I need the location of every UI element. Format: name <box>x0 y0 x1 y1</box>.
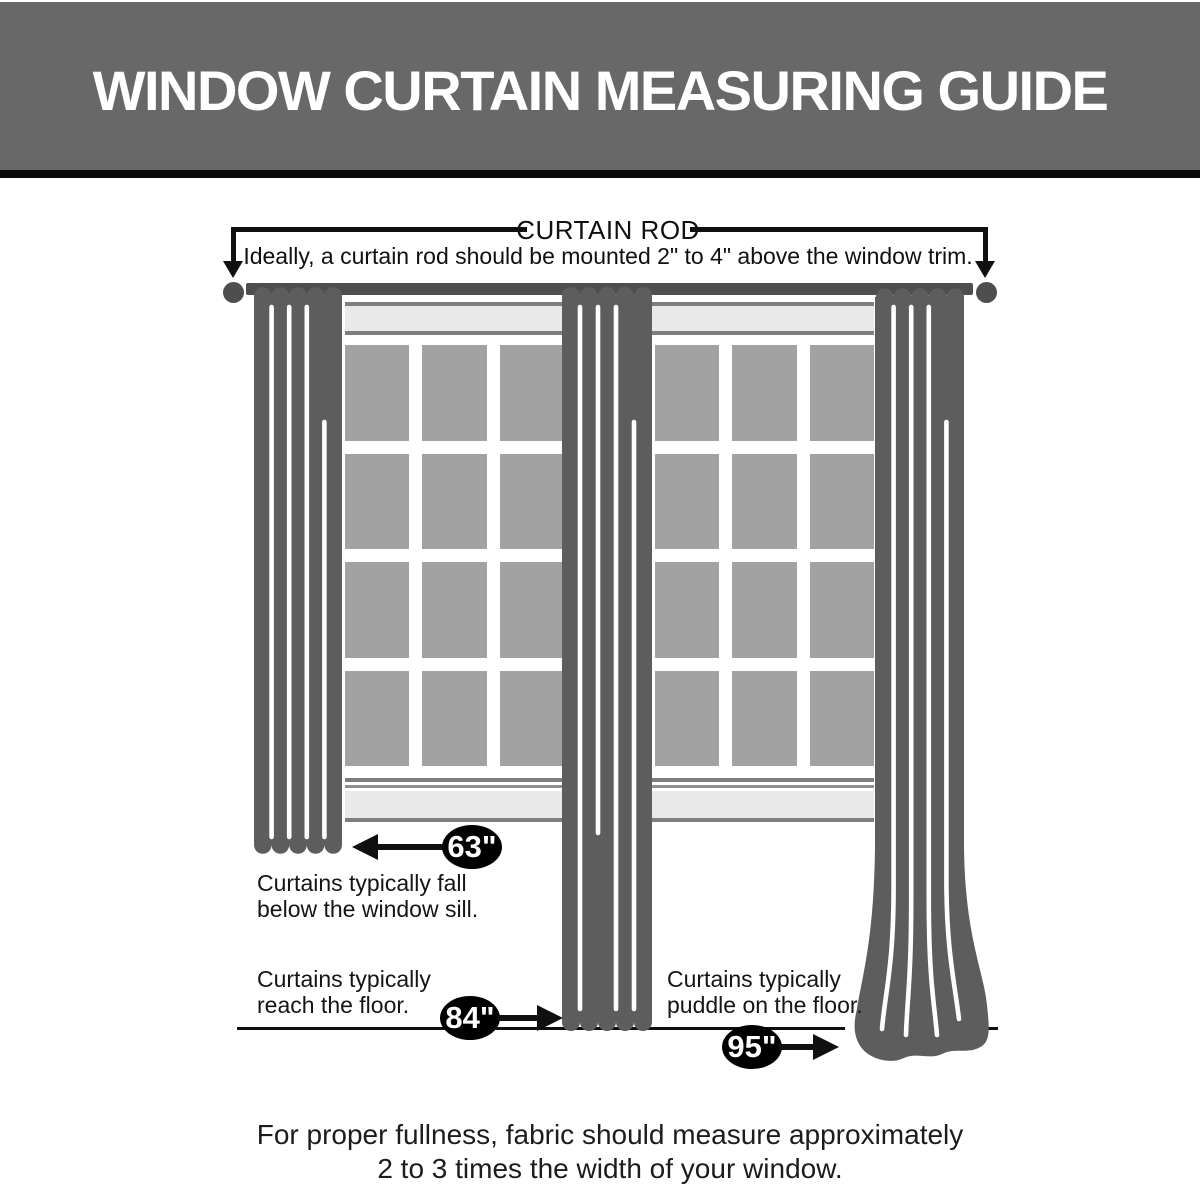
window-pane <box>500 454 564 550</box>
arrow-shaft-63 <box>376 844 444 850</box>
footer-line2: 2 to 3 times the width of your window. <box>377 1153 843 1184</box>
note-puddle-floor <box>667 966 863 1018</box>
arrow-right-icon-95 <box>813 1034 839 1060</box>
arrow-right-icon-84 <box>537 1005 563 1031</box>
window-pane <box>732 345 796 441</box>
note-reach-floor-line2: reach the floor. <box>257 992 410 1018</box>
window-pane <box>345 562 409 658</box>
window-pane <box>500 671 564 767</box>
footer-line1: For proper fullness, fabric should measure approximately <box>256 1119 964 1150</box>
window-pane <box>732 562 796 658</box>
window-pane <box>655 671 719 767</box>
window-pane <box>500 562 564 658</box>
measurement-badge-63: 63" <box>442 825 502 869</box>
arrow-shaft-84 <box>497 1015 541 1021</box>
window-pane <box>422 562 486 658</box>
window-pane <box>345 671 409 767</box>
curtain-rod-description: Ideally, a curtain rod should be mounted 2" to 4" above the window trim. <box>243 243 973 269</box>
window-pane <box>422 345 486 441</box>
note-reach-floor <box>257 966 431 1018</box>
note-below-sill-line1: Curtains typically fall <box>257 870 467 896</box>
header-banner <box>0 2 1200 170</box>
curtain-rod-label: CURTAIN ROD <box>516 215 700 245</box>
window-pane <box>345 454 409 550</box>
measurement-badge-84: 84" <box>440 996 500 1040</box>
curtain-panel-right <box>850 287 990 1069</box>
window-pane <box>655 454 719 550</box>
note-puddle-floor-line2: puddle on the floor. <box>667 992 863 1018</box>
window-pane <box>422 454 486 550</box>
footer-note <box>20 1118 1200 1186</box>
window-pane <box>732 454 796 550</box>
note-reach-floor-line1: Curtains typically <box>257 966 431 992</box>
arrow-left-icon-63 <box>352 834 378 860</box>
arrow-shaft-95 <box>779 1044 817 1050</box>
window-pane <box>422 671 486 767</box>
page-title: WINDOW CURTAIN MEASURING GUIDE <box>92 58 1108 122</box>
window-pane <box>345 345 409 441</box>
note-below-sill <box>257 870 478 922</box>
window-pane <box>732 671 796 767</box>
measurement-badge-95: 95" <box>722 1025 782 1069</box>
header-divider <box>0 170 1200 178</box>
note-puddle-floor-line1: Curtains typically <box>667 966 841 992</box>
rod-finial-left <box>223 282 244 303</box>
window-pane <box>500 345 564 441</box>
window-pane <box>655 345 719 441</box>
curtain-panel-center <box>562 287 652 1032</box>
note-below-sill-line2: below the window sill. <box>257 896 479 922</box>
curtain-panel-left <box>254 287 342 855</box>
window-pane <box>655 562 719 658</box>
